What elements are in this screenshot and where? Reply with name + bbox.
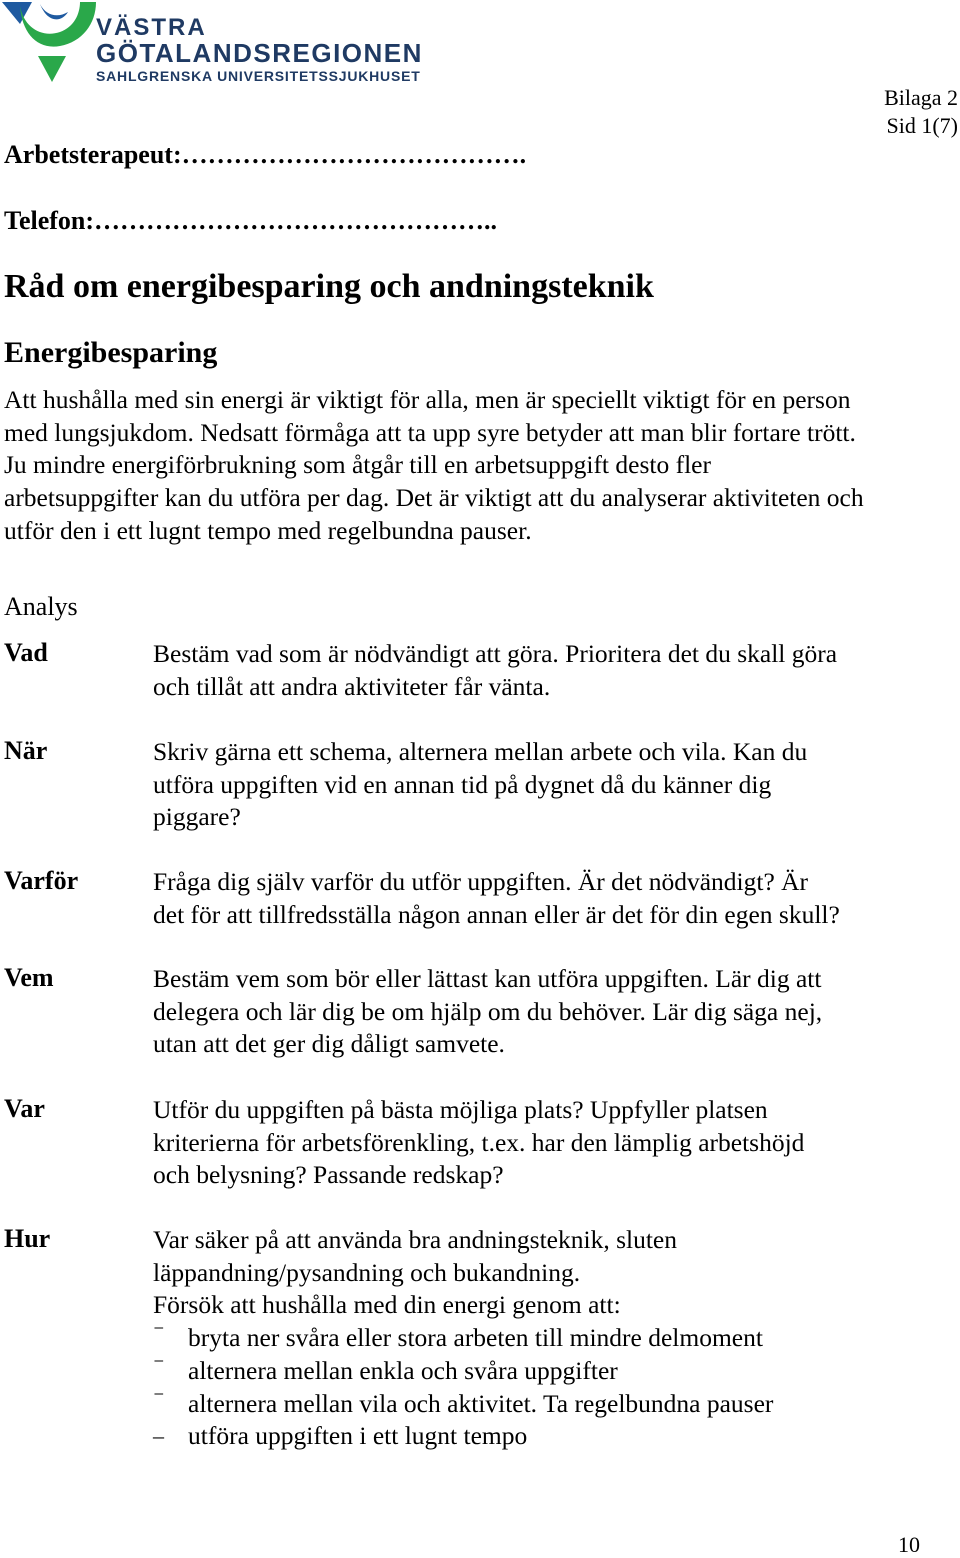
- analysis-description: [153, 736, 807, 834]
- dash-bullet-icon: ⁻: [153, 1319, 165, 1345]
- document-title: Råd om energibesparing och andningsteknik: [4, 268, 654, 305]
- appendix-info: [884, 84, 958, 140]
- description-line: Fråga dig själv varför du utför uppgiften. Är det nödvändigt? Är: [153, 867, 809, 896]
- description-line: Bestäm vad som är nödvändigt att göra. Prioritera det du skall göra: [153, 639, 838, 668]
- list-item: [153, 1319, 773, 1355]
- list-item: [153, 1351, 773, 1388]
- list-item-text: alternera mellan enkla och svåra uppgifter: [188, 1355, 618, 1385]
- appendix-label: Bilaga 2: [884, 85, 958, 110]
- logo-line-2: GÖTALANDSREGIONEN: [96, 38, 423, 68]
- page-of-total: Sid 1(7): [886, 113, 958, 138]
- logo-line-1: VÄSTRA: [96, 14, 207, 41]
- analysis-description: [153, 1224, 773, 1453]
- list-item: [153, 1420, 773, 1453]
- description-line: piggare?: [153, 802, 241, 832]
- analysis-term: Varför: [4, 866, 79, 895]
- list-item-text: utföra uppgiften i ett lugnt tempo: [188, 1421, 528, 1451]
- analysis-term: Var: [4, 1094, 45, 1123]
- analysis-term: Vad: [4, 638, 48, 667]
- description-line: utföra uppgiften vid en annan tid på dygnet då du känner dig: [153, 769, 772, 799]
- logo-emblem-icon: [2, 2, 98, 86]
- analysis-description: [153, 963, 822, 1061]
- analysis-description: [153, 1094, 804, 1192]
- dash-bullet-icon: ⁻: [153, 1384, 165, 1410]
- description-line: Var säker på att använda bra andningsteknik, sluten: [153, 1225, 677, 1254]
- description-line: och belysning? Passande redskap?: [153, 1160, 504, 1190]
- analysis-heading: Analys: [4, 592, 78, 621]
- analysis-term: Vem: [4, 963, 54, 992]
- description-line: Utför du uppgiften på bästa möjliga plats? Uppfyller platsen: [153, 1095, 768, 1124]
- intro-line: utför den i ett lugnt tempo med regelbundna pauser.: [4, 515, 532, 545]
- analysis-description: [153, 638, 837, 703]
- logo-line-3: SAHLGRENSKA UNIVERSITETSSJUKHUSET: [96, 68, 421, 84]
- analysis-description: [153, 866, 840, 931]
- intro-line: med lungsjukdom. Nedsatt förmåga att ta upp syre betyder att man blir fortare trött.: [4, 417, 856, 447]
- energy-tips-list: [153, 1319, 774, 1453]
- intro-line: Att hushålla med sin energi är viktigt för alla, men är speciellt viktigt för en person: [4, 385, 851, 414]
- dash-bullet-icon: –: [153, 1423, 164, 1449]
- description-line: utan att det ger dig dåligt samvete.: [153, 1029, 505, 1059]
- description-line: kriterierna för arbetsförenkling, t.ex. har den lämplig arbetshöjd: [153, 1127, 805, 1157]
- description-line: Bestäm vem som bör eller lättast kan utföra uppgiften. Lär dig att: [153, 964, 822, 993]
- phone-field: Telefon:………………………………………..: [4, 206, 498, 235]
- intro-paragraph: [4, 384, 960, 548]
- list-item: [153, 1384, 774, 1421]
- list-item-text: alternera mellan vila och aktivitet. Ta regelbundna pauser: [188, 1388, 774, 1418]
- description-line: läppandning/pysandning och bukandning.: [153, 1257, 581, 1287]
- description-line: delegera och lär dig be om hjälp om du behöver. Lär dig säga nej,: [153, 996, 823, 1026]
- intro-line: arbetsuppgifter kan du utföra per dag. Det är viktigt att du analyserar aktiviteten och: [4, 483, 864, 513]
- description-line: och tillåt att andra aktiviteter får vänta.: [153, 671, 551, 701]
- occupational-therapist-field: Arbetsterapeut:………………………………….: [4, 140, 527, 169]
- page-number: 10: [898, 1532, 920, 1557]
- list-item-text: bryta ner svåra eller stora arbeten till mindre delmoment: [188, 1323, 763, 1353]
- description-line: det för att tillfredsställa någon annan eller är det för din egen skull?: [153, 899, 840, 929]
- dash-bullet-icon: ⁻: [153, 1351, 165, 1377]
- region-logo: [2, 2, 452, 86]
- analysis-term: När: [4, 736, 48, 765]
- analysis-term: Hur: [4, 1224, 51, 1253]
- section-title: Energibesparing: [4, 336, 218, 369]
- intro-line: Ju mindre energiförbrukning som åtgår till en arbetsuppgift desto fler: [4, 450, 711, 480]
- description-line: Skriv gärna ett schema, alternera mellan arbete och vila. Kan du: [153, 737, 808, 766]
- description-line: Försök att hushålla med din energi genom att:: [153, 1290, 621, 1320]
